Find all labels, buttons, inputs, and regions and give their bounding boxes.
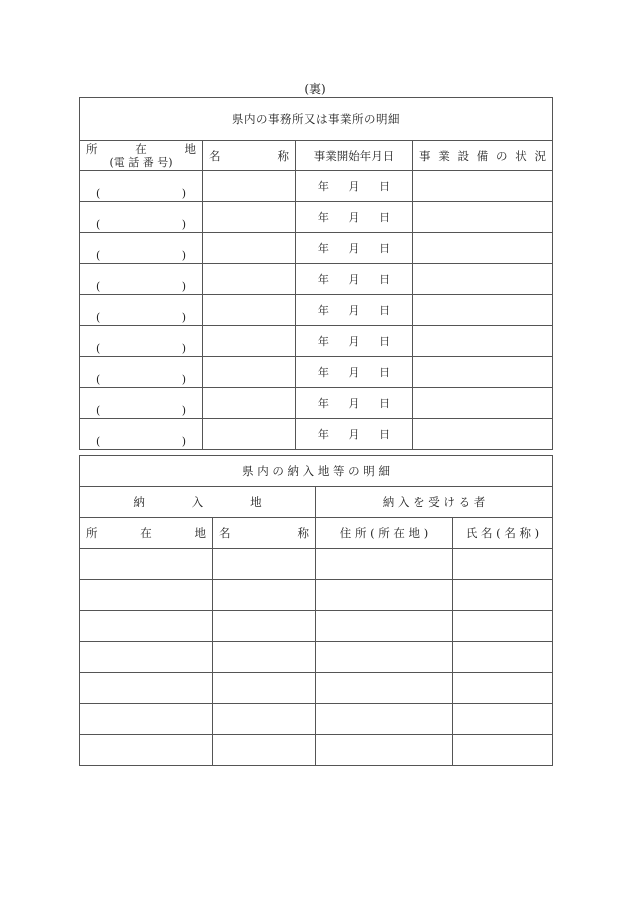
office-location-cell[interactable]: [80, 264, 203, 295]
office-row: [80, 202, 553, 233]
date-year: 年: [317, 273, 329, 286]
office-name-cell[interactable]: [203, 264, 296, 295]
receiver-name-cell[interactable]: [453, 673, 553, 704]
office-name-cell[interactable]: [203, 233, 296, 264]
date-day: 日: [379, 273, 391, 286]
header-name-char: 称: [277, 148, 289, 163]
office-name-cell[interactable]: [203, 419, 296, 450]
date-month: 月: [348, 211, 360, 224]
office-name-cell[interactable]: [203, 171, 296, 202]
header-name: [203, 141, 296, 171]
delivery-row: [80, 611, 553, 642]
paren-close: ): [181, 341, 186, 355]
office-equipment-cell[interactable]: [413, 357, 553, 388]
header-equipment-char: 業: [438, 148, 450, 163]
office-row: [80, 326, 553, 357]
header-receiver-address: 住 所 ( 所 在 地 ): [316, 518, 453, 549]
header-delivery-name: [213, 518, 316, 549]
office-location-cell[interactable]: [80, 202, 203, 233]
date-year: 年: [317, 242, 329, 255]
delivery-name-cell[interactable]: [213, 611, 316, 642]
office-row: [80, 295, 553, 326]
office-row: [80, 357, 553, 388]
delivery-name-cell[interactable]: [213, 580, 316, 611]
date-day: 日: [379, 180, 391, 193]
date-year: 年: [317, 366, 329, 379]
office-name-cell[interactable]: [203, 388, 296, 419]
header-equipment-char: 況: [534, 148, 546, 163]
date-day: 日: [379, 428, 391, 441]
office-location-cell[interactable]: [80, 357, 203, 388]
paren-close: ): [181, 279, 186, 293]
date-month: 月: [348, 397, 360, 410]
date-month: 月: [348, 428, 360, 441]
date-day: 日: [379, 366, 391, 379]
receiver-address-cell[interactable]: [316, 735, 453, 766]
office-row: [80, 388, 553, 419]
office-start-date-cell[interactable]: [296, 357, 413, 388]
office-name-cell[interactable]: [203, 202, 296, 233]
receiver-name-cell[interactable]: [453, 611, 553, 642]
office-location-cell[interactable]: [80, 171, 203, 202]
date-day: 日: [379, 335, 391, 348]
header-start-date: 事業開始年月日: [296, 141, 413, 171]
group-delivery-place: [80, 487, 316, 518]
date-month: 月: [348, 366, 360, 379]
paren-close: ): [181, 310, 186, 324]
date-year: 年: [317, 397, 329, 410]
date-month: 月: [348, 242, 360, 255]
delivery-row: [80, 580, 553, 611]
office-row: [80, 233, 553, 264]
delivery-name-cell[interactable]: [213, 735, 316, 766]
header-delivery-name-char: 称: [297, 526, 309, 540]
date-year: 年: [317, 211, 329, 224]
paren-close: ): [181, 372, 186, 386]
paren-open: (: [96, 279, 101, 293]
office-equipment-cell[interactable]: [413, 233, 553, 264]
receiver-name-cell[interactable]: [453, 580, 553, 611]
delivery-location-cell[interactable]: [80, 549, 213, 580]
office-location-cell[interactable]: [80, 326, 203, 357]
paren-open: (: [96, 434, 101, 448]
date-day: 日: [379, 397, 391, 410]
office-location-cell[interactable]: [80, 233, 203, 264]
receiver-address-cell[interactable]: [316, 704, 453, 735]
date-year: 年: [317, 428, 329, 441]
receiver-address-cell[interactable]: [316, 642, 453, 673]
group-delivery-char: 地: [250, 495, 262, 509]
receiver-address-cell[interactable]: [316, 580, 453, 611]
page-label: (裏): [304, 82, 326, 96]
delivery-row: [80, 549, 553, 580]
group-delivery-char: 納: [133, 495, 145, 509]
group-delivery-char: 入: [191, 495, 204, 509]
delivery-location-cell[interactable]: [80, 735, 213, 766]
office-details-title: 県内の事務所又は事業所の明細: [80, 98, 553, 141]
header-delivery-name-char: 名: [219, 526, 231, 540]
office-equipment-cell[interactable]: [413, 264, 553, 295]
office-name-cell[interactable]: [203, 326, 296, 357]
date-year: 年: [317, 304, 329, 317]
office-start-date-cell[interactable]: [296, 419, 413, 450]
date-day: 日: [379, 242, 391, 255]
office-name-cell[interactable]: [203, 295, 296, 326]
delivery-location-cell[interactable]: [80, 580, 213, 611]
paren-open: (: [96, 372, 101, 386]
header-equipment-char: 状: [515, 148, 527, 163]
delivery-row: [80, 735, 553, 766]
office-start-date-cell[interactable]: [296, 233, 413, 264]
office-equipment-cell[interactable]: [413, 202, 553, 233]
office-location-cell[interactable]: [80, 295, 203, 326]
office-equipment-cell[interactable]: [413, 419, 553, 450]
header-equipment: [413, 141, 553, 171]
delivery-row: [80, 642, 553, 673]
receiver-name-cell[interactable]: [453, 549, 553, 580]
date-year: 年: [317, 180, 329, 193]
paren-close: ): [181, 403, 186, 417]
office-location-cell[interactable]: [80, 419, 203, 450]
paren-open: (: [96, 217, 101, 231]
office-details-table: [79, 97, 553, 450]
header-location-phone: [80, 141, 203, 171]
receiver-name-cell[interactable]: [453, 642, 553, 673]
paren-close: ): [181, 434, 186, 448]
date-month: 月: [348, 273, 360, 286]
date-day: 日: [379, 211, 391, 224]
office-name-cell[interactable]: [203, 357, 296, 388]
delivery-location-cell[interactable]: [80, 704, 213, 735]
office-row: [80, 171, 553, 202]
office-location-cell[interactable]: [80, 388, 203, 419]
office-start-date-cell[interactable]: [296, 171, 413, 202]
header-delivery-location: [80, 518, 213, 549]
header-equipment-char: 備: [476, 148, 489, 163]
header-receiver-name: 氏 名 ( 名 称 ): [453, 518, 553, 549]
header-location-char: 在: [135, 141, 147, 156]
office-start-date-cell[interactable]: [296, 264, 413, 295]
office-equipment-cell[interactable]: [413, 295, 553, 326]
header-location-char: 所: [86, 141, 98, 156]
delivery-row: [80, 673, 553, 704]
receiver-name-cell[interactable]: [453, 704, 553, 735]
delivery-name-cell[interactable]: [213, 704, 316, 735]
paren-close: ): [181, 248, 186, 262]
office-equipment-cell[interactable]: [413, 171, 553, 202]
office-start-date-cell[interactable]: [296, 295, 413, 326]
group-receiver: 納 入 を 受 け る 者: [316, 487, 553, 518]
header-equipment-char: の: [496, 148, 508, 163]
paren-close: ): [181, 186, 186, 200]
paren-open: (: [96, 403, 101, 417]
header-equipment-char: 設: [457, 148, 469, 163]
delivery-location-cell[interactable]: [80, 642, 213, 673]
paren-open: (: [96, 186, 101, 200]
office-row: [80, 419, 553, 450]
delivery-name-cell[interactable]: [213, 673, 316, 704]
office-equipment-cell[interactable]: [413, 388, 553, 419]
date-year: 年: [317, 335, 329, 348]
header-name-char: 名: [209, 148, 221, 163]
delivery-row: [80, 704, 553, 735]
receiver-name-cell[interactable]: [453, 735, 553, 766]
receiver-address-cell[interactable]: [316, 673, 453, 704]
office-start-date-cell[interactable]: [296, 326, 413, 357]
receiver-address-cell[interactable]: [316, 549, 453, 580]
header-delivery-location-char: 所: [86, 526, 98, 540]
office-equipment-cell[interactable]: [413, 326, 553, 357]
receiver-address-cell[interactable]: [316, 611, 453, 642]
delivery-name-cell[interactable]: [213, 549, 316, 580]
delivery-location-cell[interactable]: [80, 611, 213, 642]
date-month: 月: [348, 180, 360, 193]
paren-open: (: [96, 310, 101, 324]
delivery-name-cell[interactable]: [213, 642, 316, 673]
header-delivery-location-char: 地: [194, 526, 206, 540]
header-phone: (電 話 番 号): [109, 155, 173, 169]
delivery-location-cell[interactable]: [80, 673, 213, 704]
header-location-char: 地: [184, 141, 196, 156]
paren-open: (: [96, 341, 101, 355]
delivery-details-title: 県 内 の 納 入 地 等 の 明 細: [80, 456, 553, 487]
paren-open: (: [96, 248, 101, 262]
delivery-details-table: [79, 455, 553, 766]
header-equipment-char: 事: [419, 148, 431, 163]
date-day: 日: [379, 304, 391, 317]
office-row: [80, 264, 553, 295]
date-month: 月: [348, 304, 360, 317]
date-month: 月: [348, 335, 360, 348]
header-delivery-location-char: 在: [140, 526, 152, 540]
paren-close: ): [181, 217, 186, 231]
office-start-date-cell[interactable]: [296, 388, 413, 419]
office-start-date-cell[interactable]: [296, 202, 413, 233]
